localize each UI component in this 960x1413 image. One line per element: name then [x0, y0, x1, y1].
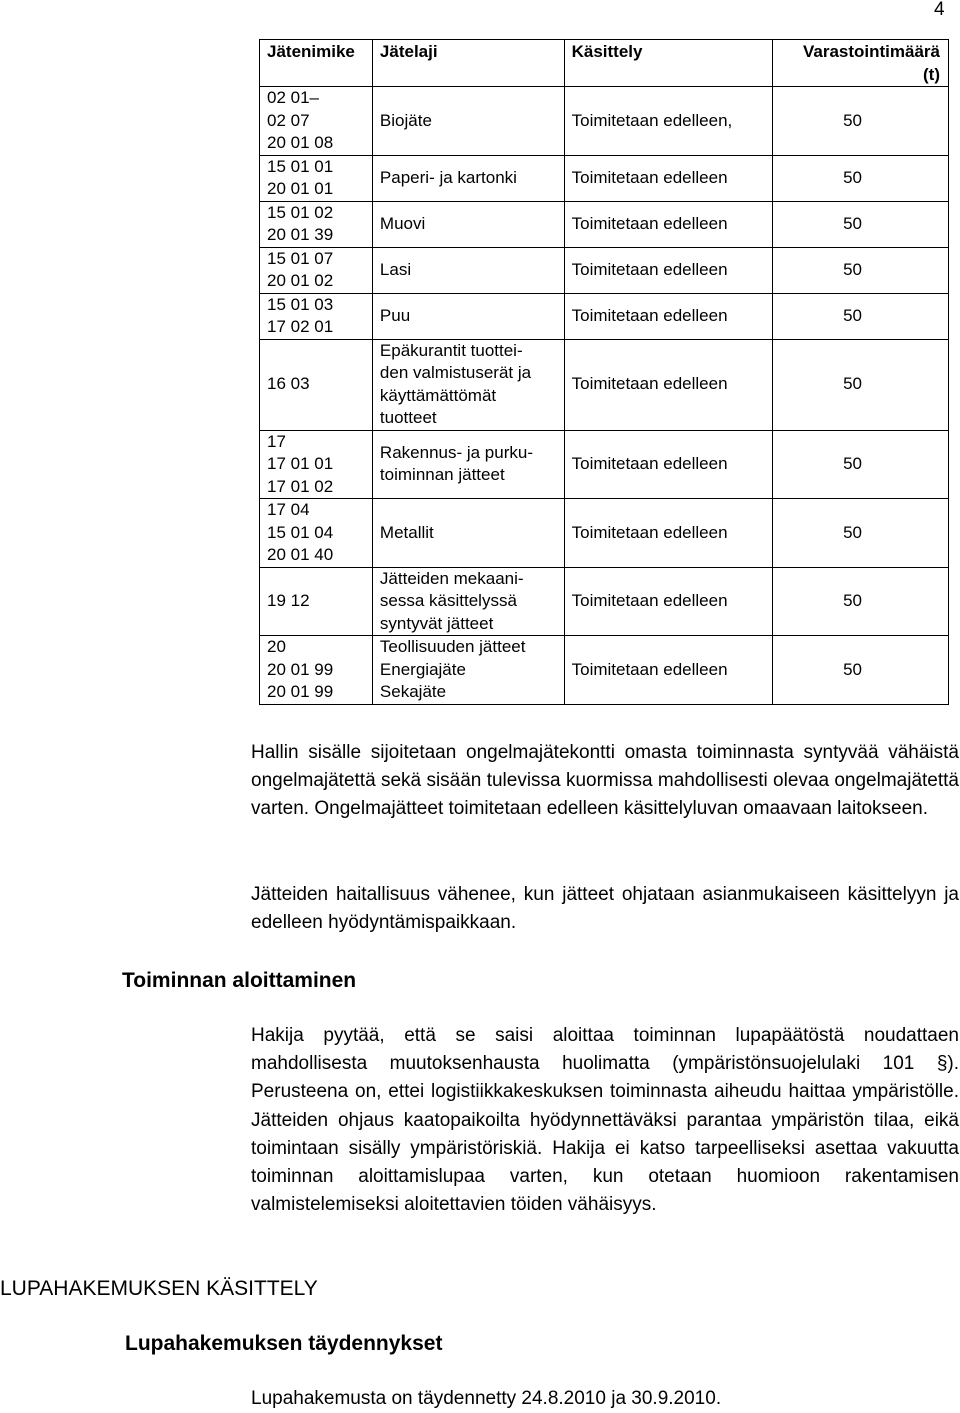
handling-cell: Toimitetaan edelleen: [564, 247, 772, 293]
amount-cell: 50: [773, 155, 949, 201]
amount-cell: 50: [773, 636, 949, 705]
table-row: [260, 155, 949, 201]
table-row: [260, 293, 949, 339]
waste-type-cell: Teollisuuden jätteet Energiajäte Sekajäte: [372, 636, 564, 705]
supplements-paragraph: Lupahakemusta on täydennetty 24.8.2010 ja 30.9.2010.: [251, 1388, 722, 1409]
header-storage-amount: Varastointimäärä (t): [773, 40, 949, 87]
waste-code-cell: 16 03: [260, 339, 373, 430]
start-request-paragraph: Hakija pyytää, että se saisi aloittaa toiminnan lupapäätöstä noudattaen mahdollisesta muutoksenhausta huolimatta (ympäristönsuojelulaki 101 §). Perusteena on, ettei logistiikkakeskuksen toiminnasta aiheudu haittaa ympäristölle. Jätteiden ohjaus kaatopaikoilta hyödynnettäväksi parantaa ympäristön tilaa, eikä toimintaan sisälly ympäristöriskiä. Hakija ei katso tarpeelliseksi asettaa vakuutta toiminnan aloittamislupaa varten, kun otetaan huomioon rakentamisen valmistelemiseksi aloitettavien töiden vähäisyys.: [251, 1025, 959, 1216]
amount-cell: 50: [773, 201, 949, 247]
header-waste-code: Jätenimike: [260, 40, 373, 87]
waste-code-cell: 15 01 03 17 02 01: [260, 293, 373, 339]
table-row: [260, 339, 949, 430]
amount-cell: 50: [773, 247, 949, 293]
table-row: [260, 247, 949, 293]
amount-cell: 50: [773, 293, 949, 339]
hazardous-waste-paragraph: Hallin sisälle sijoitetaan ongelmajätekontti omasta toiminnasta syntyvää vähäistä ongelmajätettä sekä sisään tulevissa kuormissa mahdollisesti olevaa ongelmajätettä varten. Ongelmajätteet toimitetaan edelleen käsittelyluvan omaavaan laitokseen.: [251, 742, 959, 820]
waste-code-cell: 15 01 01 20 01 01: [260, 155, 373, 201]
handling-cell: Toimitetaan edelleen: [564, 339, 772, 430]
waste-type-cell: Jätteiden mekaani- sessa käsittelyssä syntyvät jätteet: [372, 567, 564, 636]
amount-cell: 50: [773, 339, 949, 430]
amount-cell: 50: [773, 430, 949, 499]
waste-code-cell: 17 04 15 01 04 20 01 40: [260, 499, 373, 568]
table-row: [260, 201, 949, 247]
waste-code-cell: 15 01 02 20 01 39: [260, 201, 373, 247]
table-row: [260, 567, 949, 636]
waste-code-cell: 17 17 01 01 17 01 02: [260, 430, 373, 499]
waste-code-cell: 20 20 01 99 20 01 99: [260, 636, 373, 705]
handling-cell: Toimitetaan edelleen: [564, 636, 772, 705]
section-heading-processing: LUPAHAKEMUKSEN KÄSITTELY: [0, 1277, 318, 1300]
waste-type-cell: Rakennus- ja purku- toiminnan jätteet: [372, 430, 564, 499]
handling-cell: Toimitetaan edelleen: [564, 293, 772, 339]
waste-code-cell: 19 12: [260, 567, 373, 636]
handling-cell: Toimitetaan edelleen: [564, 499, 772, 568]
waste-storage-table: [259, 39, 949, 705]
table-row: [260, 430, 949, 499]
handling-cell: Toimitetaan edelleen: [564, 155, 772, 201]
header-handling: Käsittely: [564, 40, 772, 87]
handling-cell: Toimitetaan edelleen: [564, 201, 772, 247]
amount-cell: 50: [773, 567, 949, 636]
waste-code-cell: 02 01– 02 07 20 01 08: [260, 87, 373, 156]
table-row: [260, 87, 949, 156]
handling-cell: Toimitetaan edelleen,: [564, 87, 772, 156]
waste-type-cell: Muovi: [372, 201, 564, 247]
harm-reduction-paragraph: Jätteiden haitallisuus vähenee, kun jätteet ohjataan asianmukaiseen käsittelyyn ja edelleen hyödyntämispaikkaan.: [251, 884, 959, 934]
waste-code-cell: 15 01 07 20 01 02: [260, 247, 373, 293]
waste-type-cell: Biojäte: [372, 87, 564, 156]
handling-cell: Toimitetaan edelleen: [564, 430, 772, 499]
waste-type-cell: Lasi: [372, 247, 564, 293]
table-row: [260, 636, 949, 705]
section-heading-start-of-operations: Toiminnan aloittaminen: [122, 969, 357, 992]
waste-type-cell: Metallit: [372, 499, 564, 568]
header-waste-type: Jätelaji: [372, 40, 564, 87]
table-header-row: [260, 40, 949, 87]
handling-cell: Toimitetaan edelleen: [564, 567, 772, 636]
section-heading-supplements: Lupahakemuksen täydennykset: [125, 1332, 443, 1355]
waste-type-cell: Puu: [372, 293, 564, 339]
waste-type-cell: Paperi- ja kartonki: [372, 155, 564, 201]
table-row: [260, 499, 949, 568]
page-number: 4: [934, 0, 945, 20]
waste-type-cell: Epäkurantit tuottei- den valmistuserät ja käyttämättömät tuotteet: [372, 339, 564, 430]
amount-cell: 50: [773, 499, 949, 568]
amount-cell: 50: [773, 87, 949, 156]
